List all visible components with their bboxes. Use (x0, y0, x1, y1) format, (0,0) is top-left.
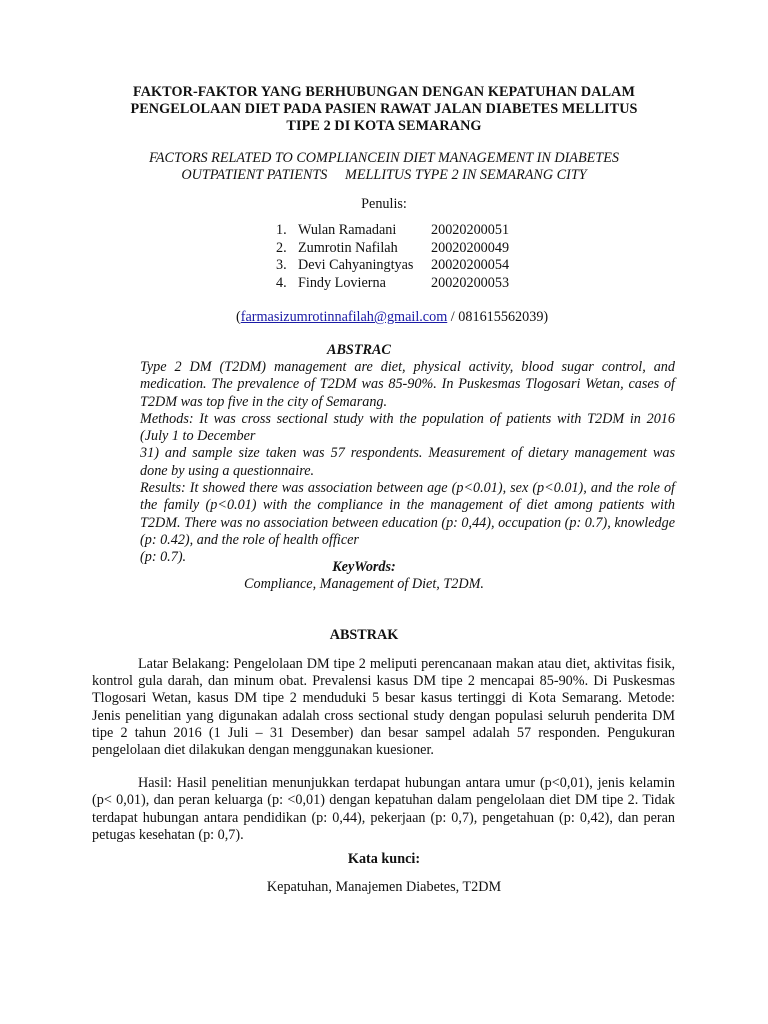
subtitle-line-1: FACTORS RELATED TO COMPLIANCEIN DIET MANAGEMENT IN DIABETES (149, 150, 619, 166)
author-id: 20020200049 (431, 239, 510, 256)
indonesian-abstract-body (92, 656, 675, 844)
english-abstract-paragraph: 31) and sample size taken was 57 respondents. Measurement of dietary management was done by using a questionnaire. (140, 445, 675, 479)
indonesian-abstract-paragraph: Latar Belakang: Pengelolaan DM tipe 2 meliputi perencanaan makan atau diet, aktivitas fisik, kontrol gula darah, dan minum obat. Prevalensi kasus DM tipe 2 mencapai 85-90%. Di Puskesmas Tlogosari Wetan, kasus DM tipe 2 menduduki 5 besar kasus tertinggi di Kota Semarang. Metode: Jenis penelitian yang digunakan adalah cross sectional study dengan populasi seluruh penderita DM tipe 2 tahun 2016 (1 Juli – 31 Desember) dan besar sampel adalah 57 responden. Pengukuran pengelolaan diet dilakukan dengan menggunakan kuesioner. (92, 656, 675, 759)
indonesian-keywords-heading: Kata kunci: (347, 851, 421, 867)
author-number: 2. (276, 239, 287, 256)
author-name: Zumrotin Nafilah (298, 239, 398, 256)
english-abstract-paragraph: Type 2 DM (T2DM) management are diet, physical activity, blood sugar control, and medication. The prevalence of T2DM was 85-90%. In Puskesmas Tlogosari Wetan, cases of T2DM was top five in the city of Semarang. (140, 359, 675, 410)
author-number: 4. (276, 274, 287, 291)
subtitle-line-2: OUTPATIENT PATIENTS MELLITUS TYPE 2 IN SEMARANG CITY (181, 167, 587, 183)
contact-phone: / 081615562039) (447, 309, 549, 325)
author-id: 20020200053 (431, 274, 510, 291)
english-abstract-body (140, 359, 675, 567)
author-id: 20020200051 (431, 222, 510, 238)
english-keywords-heading: KeyWords: (332, 559, 396, 575)
author-number: 1. (276, 222, 287, 238)
author-name: Findy Lovierna (298, 274, 386, 291)
indonesian-abstract-paragraph: Hasil: Hasil penelitian menunjukkan terdapat hubungan antara umur (p<0,01), jenis kelamin (p< 0,01), dan peran keluarga (p: <0,01) dengan kepatuhan dalam pengelolaan diet DM tipe 2. Tidak terdapat hubungan antara pendidikan (p: 0,44), pekerjaan (p: 0,7), pengetahuan (p: 0,42), dan peran petugas kesehatan (p: 0,7). (92, 775, 675, 843)
english-keywords: Compliance, Management of Diet, T2DM. (244, 576, 484, 592)
title-line-2: PENGELOLAAN DIET PADA PASIEN RAWAT JALAN DIABETES MELLITUS (130, 101, 638, 117)
author-name: Devi Cahyaningtyas (298, 257, 414, 273)
title-line-1: FAKTOR-FAKTOR YANG BERHUBUNGAN DENGAN KEPATUHAN DALAM (132, 84, 635, 100)
author-name: Wulan Ramadani (298, 222, 397, 238)
author-id: 20020200054 (431, 257, 510, 273)
indonesian-keywords: Kepatuhan, Manajemen Diabetes, T2DM (266, 879, 502, 895)
contact-line (236, 309, 548, 326)
indonesian-abstract-heading: ABSTRAK (329, 627, 399, 643)
english-abstract-heading: ABSTRAC (327, 342, 391, 358)
contact-open-paren: ( (236, 309, 241, 325)
title-line-3: TIPE 2 DI KOTA SEMARANG (286, 118, 482, 134)
english-abstract-paragraph: Methods: It was cross sectional study with the population of patients with T2DM in 2016 (July 1 to December (140, 410, 675, 445)
authors-label: Penulis: (361, 196, 407, 212)
paper-english-title (80, 150, 688, 184)
english-abstract-paragraph: (p: 0.7). (140, 549, 187, 566)
email-link[interactable]: farmasizumrotinnafilah@gmail.com (240, 309, 448, 325)
paper-title (80, 84, 688, 135)
author-number: 3. (276, 257, 287, 273)
english-abstract-paragraph: Results: It showed there was association between age (p<0.01), sex (p<0.01), and the role of the family (p<0.01) with the compliance in the management of diet among patients with T2DM. There was no association between education (p: 0,44), occupation (p: 0.7), knowledge (p: 0.42), and the role of health officer (140, 480, 675, 548)
